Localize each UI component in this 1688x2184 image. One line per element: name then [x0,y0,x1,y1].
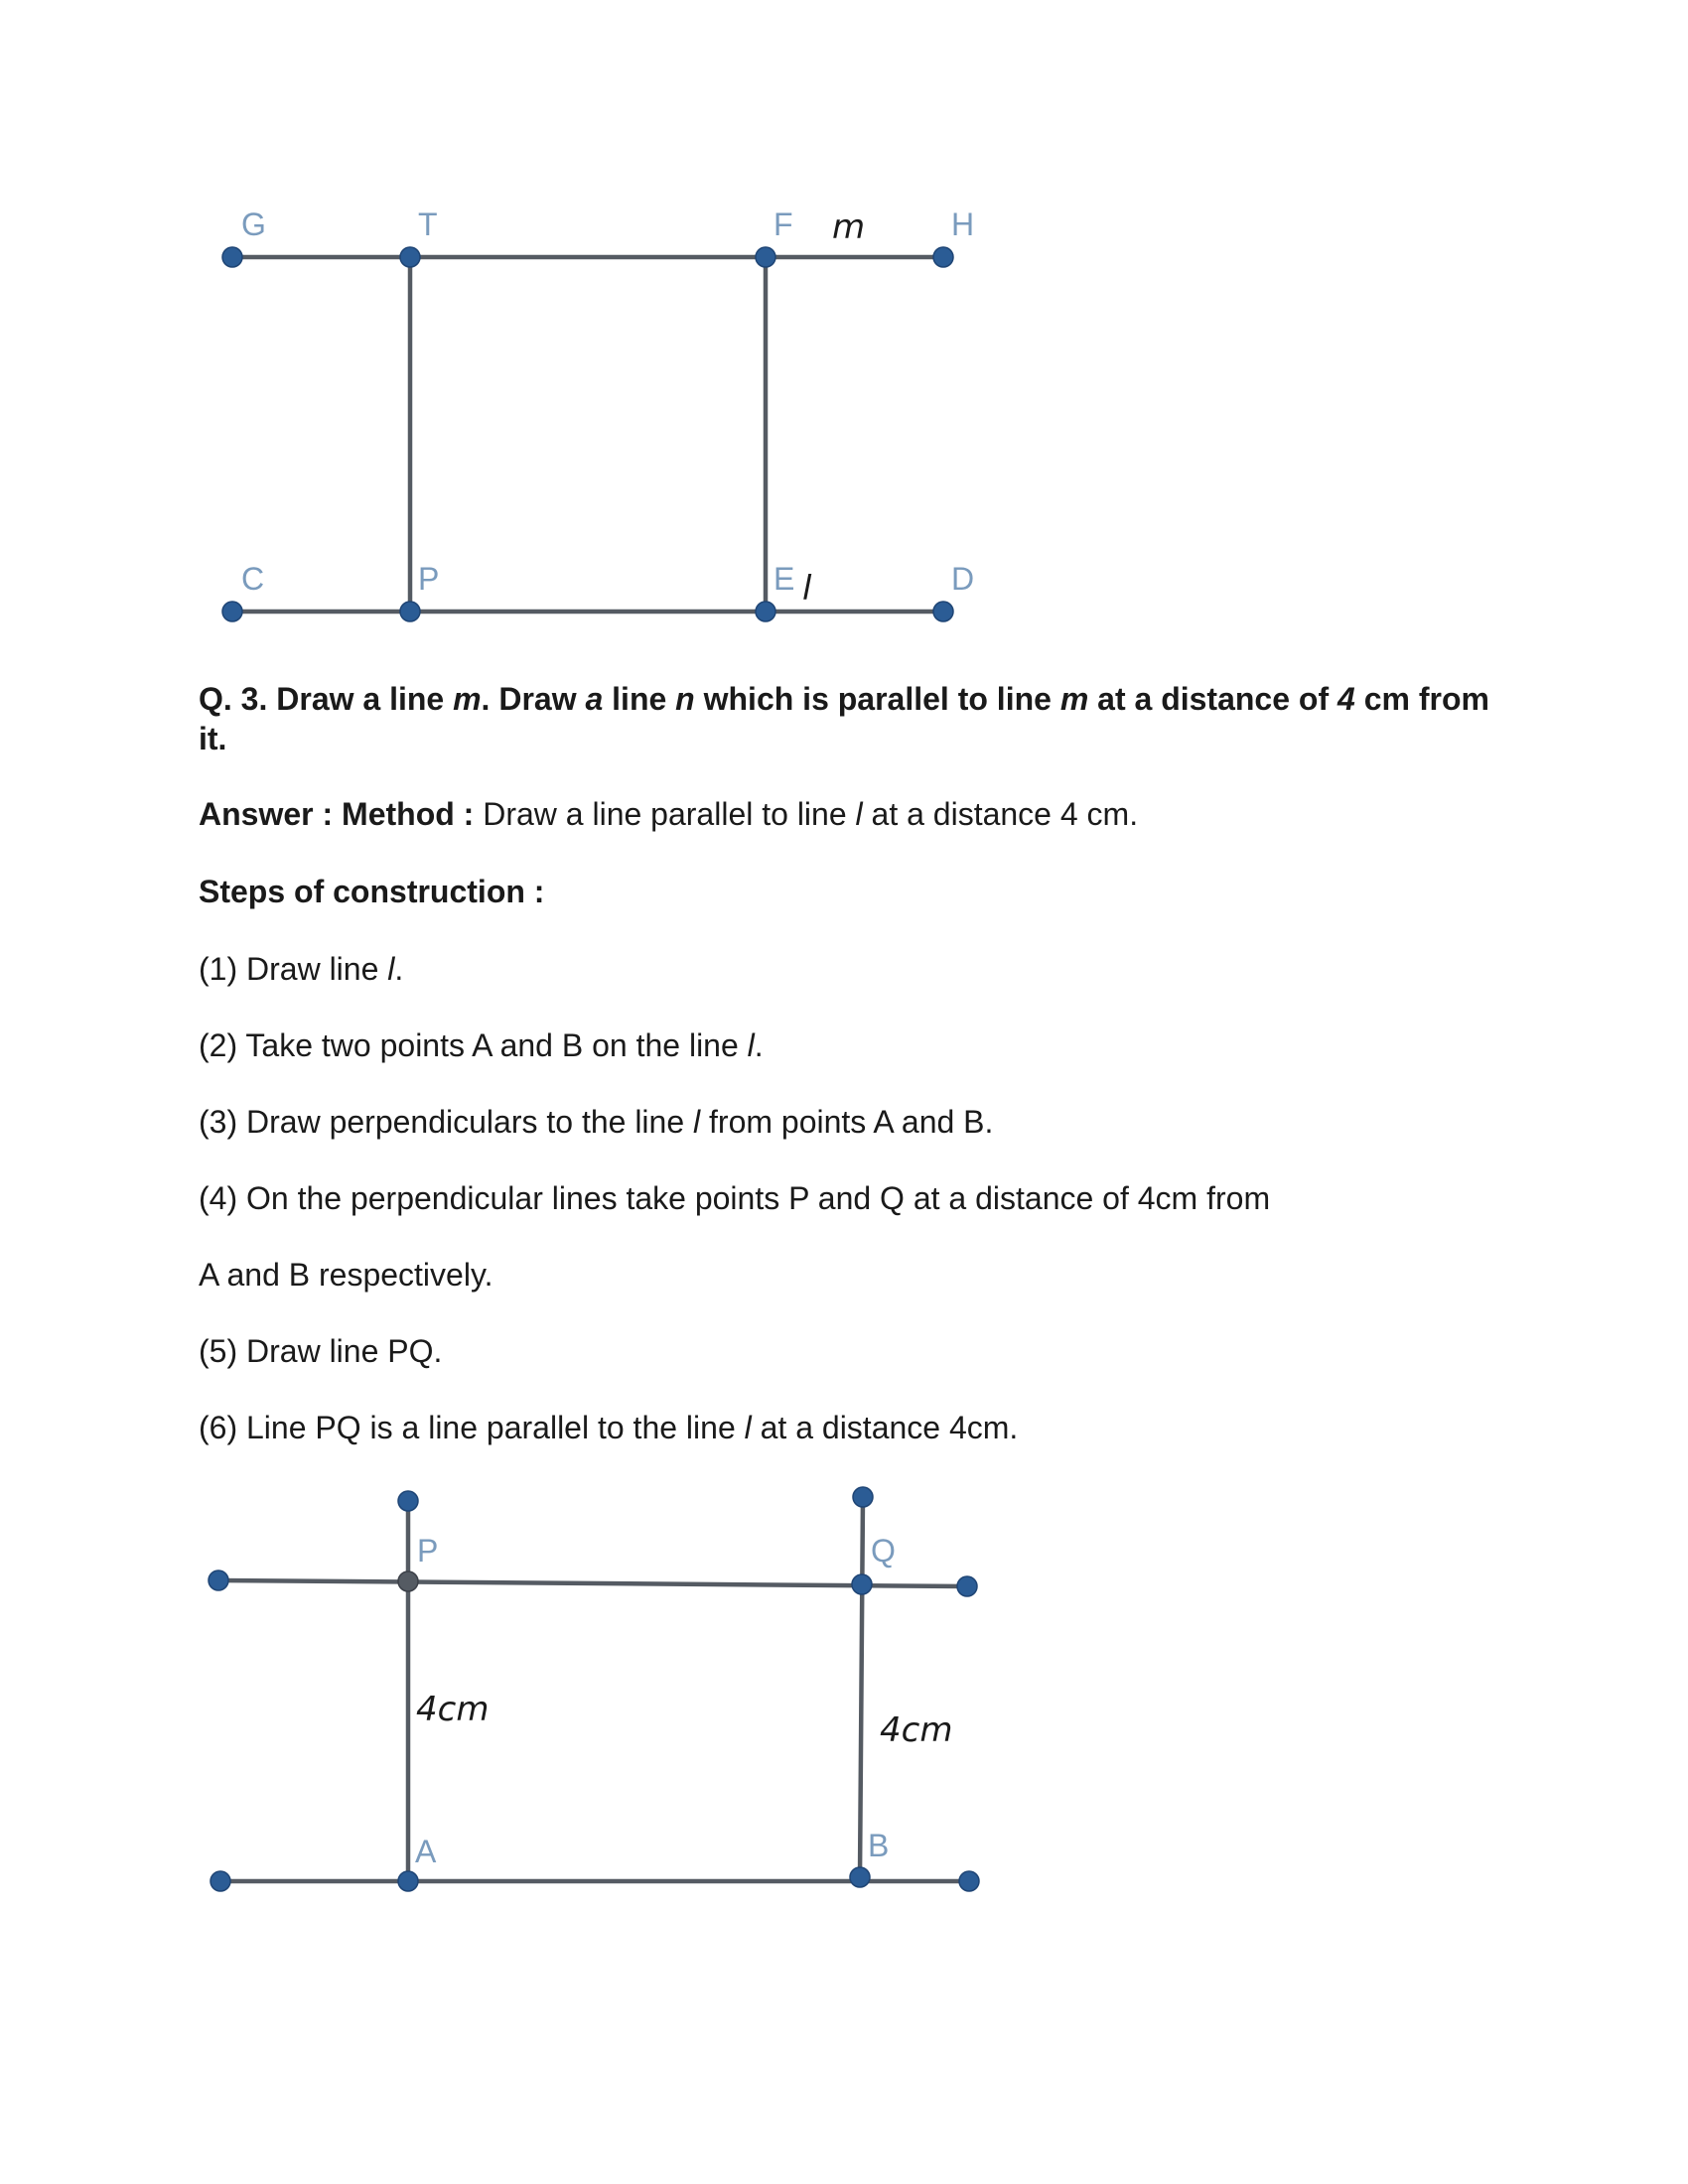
label-p: P [418,561,440,597]
step-6: (6) Line PQ is a line parallel to the line l at a distance 4cm. [199,1410,1019,1445]
step-1: (1) Draw line l. [199,951,404,987]
step-3: (3) Draw perpendiculars to the line l from points A and B. [199,1104,994,1140]
label-e: E [774,561,795,597]
point-right-upper [957,1576,977,1596]
point-t [400,247,420,267]
point-f [756,247,775,267]
label-d: D [951,561,975,597]
step-4-continued: A and B respectively. [199,1257,493,1293]
label-m: m [832,207,866,247]
label-h: H [951,206,975,242]
point-g [222,247,242,267]
distance-label-left: 4cm [416,1690,490,1729]
point-b [850,1867,870,1887]
step-5: (5) Draw line PQ. [199,1333,443,1369]
point-e [756,602,775,621]
label-b: B [868,1828,890,1863]
label-a: A [415,1834,437,1869]
answer-line: Answer : Method : Draw a line parallel to line l at a distance 4 cm. [199,796,1139,832]
figure-rectangle-gtfh [0,0,1688,675]
answer-label: Answer : [199,796,334,832]
point-h [933,247,953,267]
point-left-upper [209,1570,228,1590]
label-q: Q [871,1533,896,1569]
question-number: Q. 3. [199,681,268,717]
label-l: l [802,569,812,609]
step-2: (2) Take two points A and B on the line l. [199,1027,764,1063]
distance-label-right: 4cm [880,1710,953,1750]
label-g: G [241,206,266,242]
point-a [398,1871,418,1891]
question-3: Q. 3. Draw a line m. Draw a line n which is parallel to line m at a distance of 4 cm from it. [199,681,1489,756]
point-left-lower [211,1871,230,1891]
point-top-right [853,1487,873,1507]
step-4: (4) On the perpendicular lines take points P and Q at a distance of 4cm from [199,1180,1271,1216]
point-p [398,1571,418,1591]
point-q [852,1574,872,1594]
point-c [222,602,242,621]
method-label: Method : [333,796,475,832]
point-right-lower [959,1871,979,1891]
point-top-left [398,1491,418,1511]
perpendicular-at-b [860,1497,863,1877]
label-f: F [774,206,793,242]
point-d [933,602,953,621]
steps-heading: Steps of construction : [199,874,545,909]
point-p [400,602,420,621]
figure-parallel-construction [0,1469,1688,1946]
label-c: C [241,561,265,597]
label-p: P [417,1533,439,1569]
label-t: T [418,206,438,242]
